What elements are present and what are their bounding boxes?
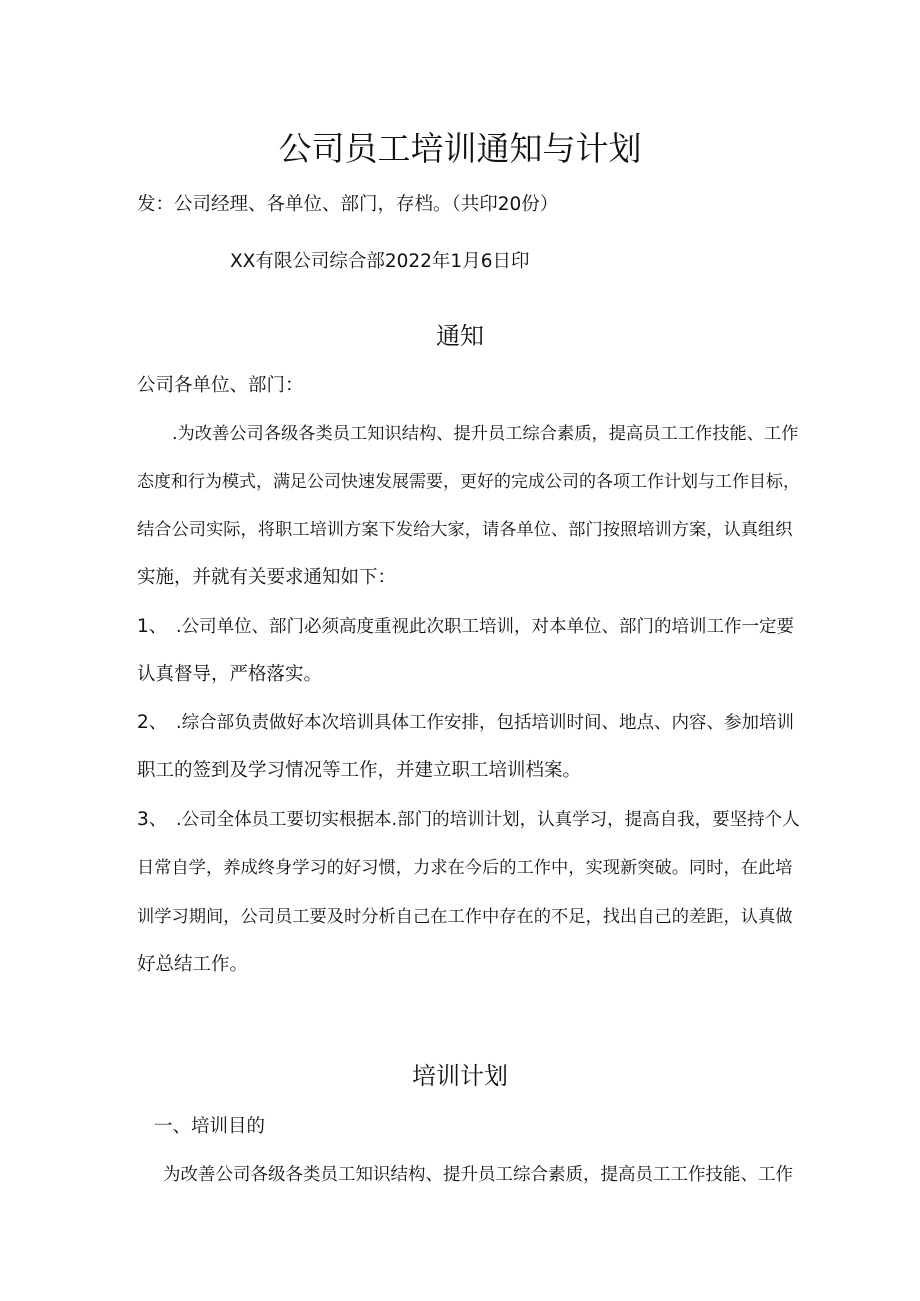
notice-item-line: 职工的签到及学习情况等工作，并建立职工培训档案。 [137, 760, 582, 781]
notice-item-number: 1、 [137, 616, 168, 637]
notice-heading: 通知 [436, 322, 484, 350]
notice-item-line: .公司单位、部门必须高度重视此次职工培训，对本单位、部门的培训工作一定要 [176, 617, 795, 637]
distribution-line: 发：公司经理、各单位、部门，存档。（共印20份） [137, 194, 559, 215]
plan-heading: 培训计划 [412, 1062, 508, 1090]
notice-salutation: 公司各单位、部门： [137, 375, 304, 396]
notice-item-line: 训学习期间，公司员工要及时分析自己在工作中存在的不足，找出自己的差距，认真做 [137, 907, 793, 927]
notice-item-line: 日常自学，养成终身学习的好习惯，力求在今后的工作中，实现新突破。同时，在此培 [137, 858, 793, 878]
notice-item-number: 2、 [137, 712, 168, 733]
issuer-line: XX有限公司综合部2022年1月6日印 [230, 251, 530, 272]
notice-item-line: .公司全体员工要切实根据本.部门的培训计划，认真学习，提高自我，要坚持个人 [176, 810, 800, 830]
notice-item-line: 认真督导，严格落实。 [137, 664, 323, 685]
notice-intro-line: 结合公司实际，将职工培训方案下发给大家，请各单位、部门按照培训方案，认真组织 [137, 520, 793, 540]
notice-intro-line: .为改善公司各级各类员工知识结构、提升员工综合素质，提高员工工作技能、工作 [172, 424, 799, 444]
notice-intro-line: 实施，并就有关要求通知如下： [137, 567, 397, 588]
notice-item-line: .综合部负责做好本次培训具体工作安排，包括培训时间、地点、内容、参加培训 [176, 713, 795, 733]
notice-intro-line: 态度和行为模式，满足公司快速发展需要，更好的完成公司的各项工作计划与工作目标， [137, 472, 800, 492]
notice-item-number: 3、 [137, 809, 168, 830]
plan-section-line: 为改善公司各级各类员工知识结构、提升员工综合素质，提高员工工作技能、工作 [163, 1165, 793, 1185]
plan-section-title: 一、培训目的 [154, 1116, 266, 1137]
notice-item-line: 好总结工作。 [137, 954, 249, 975]
document-title: 公司员工培训通知与计划 [278, 129, 642, 168]
